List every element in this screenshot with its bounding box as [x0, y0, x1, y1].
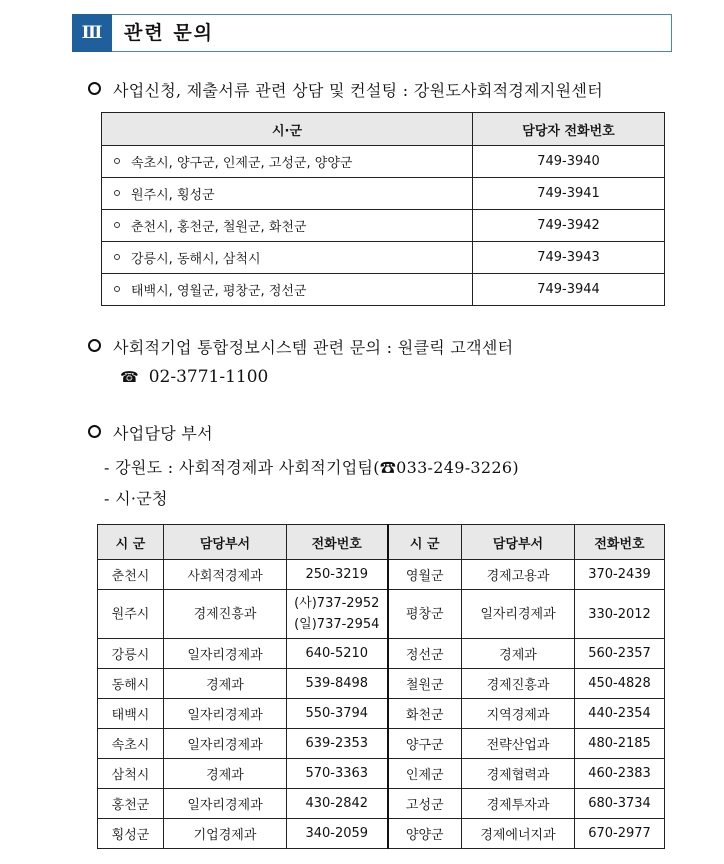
department-cell: 경제투자과	[462, 789, 575, 819]
phone-cell: 250-3219	[287, 560, 388, 590]
city-cell: 고성군	[388, 789, 462, 819]
phone-cell: 560-2357	[575, 639, 665, 669]
phone-cell: 749-3943	[473, 242, 665, 274]
city-cell: 삼척시	[98, 759, 164, 789]
area-cell: 강릉시, 동해시, 삼척시	[131, 252, 261, 267]
table-row	[98, 729, 665, 759]
department-cell: 일자리경제과	[164, 789, 287, 819]
department-text: 사업담당 부서	[113, 424, 213, 443]
area-cell: 태백시, 영월군, 평창군, 정선군	[131, 284, 307, 299]
table-row	[98, 819, 665, 849]
phone-cell: 550-3794	[287, 699, 388, 729]
table-row	[98, 759, 665, 789]
province-contact: - 강원도 : 사회적경제과 사회적기업팀(☎033-249-3226)	[104, 458, 519, 477]
bullet-ring-icon	[88, 82, 101, 95]
city-cell: 양양군	[388, 819, 462, 849]
consulting-bullet	[88, 78, 603, 101]
department-cell: 경제진흥과	[164, 590, 287, 639]
department-cell: 일자리경제과	[164, 729, 287, 759]
city-cell: 태백시	[98, 699, 164, 729]
phone-cell: 639-2353	[287, 729, 388, 759]
city-cell: 횡성군	[98, 819, 164, 849]
city-cell: 원주시	[98, 590, 164, 639]
area-cell: 원주시, 횡성군	[131, 188, 215, 203]
department-cell: 경제과	[164, 759, 287, 789]
city-cell: 철원군	[388, 669, 462, 699]
city-county-label: - 시·군청	[104, 489, 168, 508]
bullet-dot-icon	[114, 254, 120, 260]
column-header-city: 시 군	[388, 525, 462, 560]
system-inquiry-bullet	[88, 335, 513, 358]
table-row	[102, 146, 665, 178]
bullet-dot-icon	[114, 286, 120, 292]
column-header-city: 시 군	[98, 525, 164, 560]
department-cell: 사회적경제과	[164, 560, 287, 590]
column-header-phone: 담당자 전화번호	[473, 113, 665, 146]
system-inquiry-text: 사회적기업 통합정보시스템 관련 문의 : 원클릭 고객센터	[113, 338, 514, 357]
city-cell: 강릉시	[98, 639, 164, 669]
department-cell: 경제협력과	[462, 759, 575, 789]
department-cell: 전략산업과	[462, 729, 575, 759]
city-cell: 정선군	[388, 639, 462, 669]
bullet-dot-icon	[114, 222, 120, 228]
table-row	[102, 242, 665, 274]
table-header-row	[98, 525, 665, 560]
column-header-phone: 전화번호	[287, 525, 388, 560]
department-cell: 경제과	[164, 669, 287, 699]
phone-cell: 749-3944	[473, 274, 665, 306]
table-row	[98, 560, 665, 590]
city-cell: 홍천군	[98, 789, 164, 819]
phone-cell: 670-2977	[575, 819, 665, 849]
phone-cell: 430-2842	[287, 789, 388, 819]
table-row	[102, 210, 665, 242]
phone-cell: 539-8498	[287, 669, 388, 699]
column-header-department: 담당부서	[462, 525, 575, 560]
department-cell: 경제과	[462, 639, 575, 669]
table-row	[102, 274, 665, 306]
column-header-area: 시·군	[102, 113, 473, 146]
phone-cell: 570-3363	[287, 759, 388, 789]
phone-cell: 749-3942	[473, 210, 665, 242]
phone-cell: 370-2439	[575, 560, 665, 590]
city-cell: 속초시	[98, 729, 164, 759]
support-center-table	[101, 112, 665, 306]
section-number: Ⅲ	[72, 14, 112, 52]
phone-cell: 330-2012	[575, 590, 665, 639]
city-cell: 화천군	[388, 699, 462, 729]
table-row	[98, 789, 665, 819]
phone-cell: 749-3940	[473, 146, 665, 178]
phone-line-2: (일)737-2954	[294, 617, 380, 632]
department-cell: 경제진흥과	[462, 669, 575, 699]
phone-cell: 440-2354	[575, 699, 665, 729]
phone-line-1: (사)737-2952	[294, 596, 380, 611]
city-cell: 동해시	[98, 669, 164, 699]
area-cell: 속초시, 양구군, 인제군, 고성군, 양양군	[131, 156, 353, 171]
department-cell: 일자리경제과	[164, 639, 287, 669]
department-cell: 일자리경제과	[164, 699, 287, 729]
call-center-number: 02-3771-1100	[148, 367, 269, 387]
column-header-phone: 전화번호	[575, 525, 665, 560]
phone-cell	[287, 590, 388, 639]
bullet-dot-icon	[114, 158, 120, 164]
department-table	[97, 524, 665, 849]
table-header-row	[102, 113, 665, 146]
city-cell: 춘천시	[98, 560, 164, 590]
phone-cell: 749-3941	[473, 178, 665, 210]
table-row	[98, 699, 665, 729]
bullet-ring-icon	[88, 425, 101, 438]
telephone-icon: ☎	[120, 368, 139, 386]
department-cell: 일자리경제과	[462, 590, 575, 639]
consulting-text: 사업신청, 제출서류 관련 상담 및 컨설팅 : 강원도사회적경제지원센터	[113, 81, 603, 100]
phone-cell: 340-2059	[287, 819, 388, 849]
table-row	[98, 639, 665, 669]
table-row	[98, 669, 665, 699]
department-bullet	[88, 421, 213, 444]
area-cell: 춘천시, 홍천군, 철원군, 화천군	[131, 220, 307, 235]
bullet-dot-icon	[114, 190, 120, 196]
table-row	[98, 590, 665, 639]
call-center-line	[120, 367, 268, 387]
department-cell: 경제에너지과	[462, 819, 575, 849]
phone-cell: 680-3734	[575, 789, 665, 819]
phone-cell: 480-2185	[575, 729, 665, 759]
city-cell: 인제군	[388, 759, 462, 789]
phone-cell: 640-5210	[287, 639, 388, 669]
city-cell: 영월군	[388, 560, 462, 590]
phone-cell: 460-2383	[575, 759, 665, 789]
department-cell: 기업경제과	[164, 819, 287, 849]
section-title: 관련 문의	[124, 22, 215, 44]
table-row	[102, 178, 665, 210]
city-cell: 평창군	[388, 590, 462, 639]
section-header	[72, 14, 672, 52]
department-cell: 경제고용과	[462, 560, 575, 590]
bullet-ring-icon	[88, 339, 101, 352]
department-cell: 지역경제과	[462, 699, 575, 729]
city-cell: 양구군	[388, 729, 462, 759]
phone-cell: 450-4828	[575, 669, 665, 699]
column-header-department: 담당부서	[164, 525, 287, 560]
